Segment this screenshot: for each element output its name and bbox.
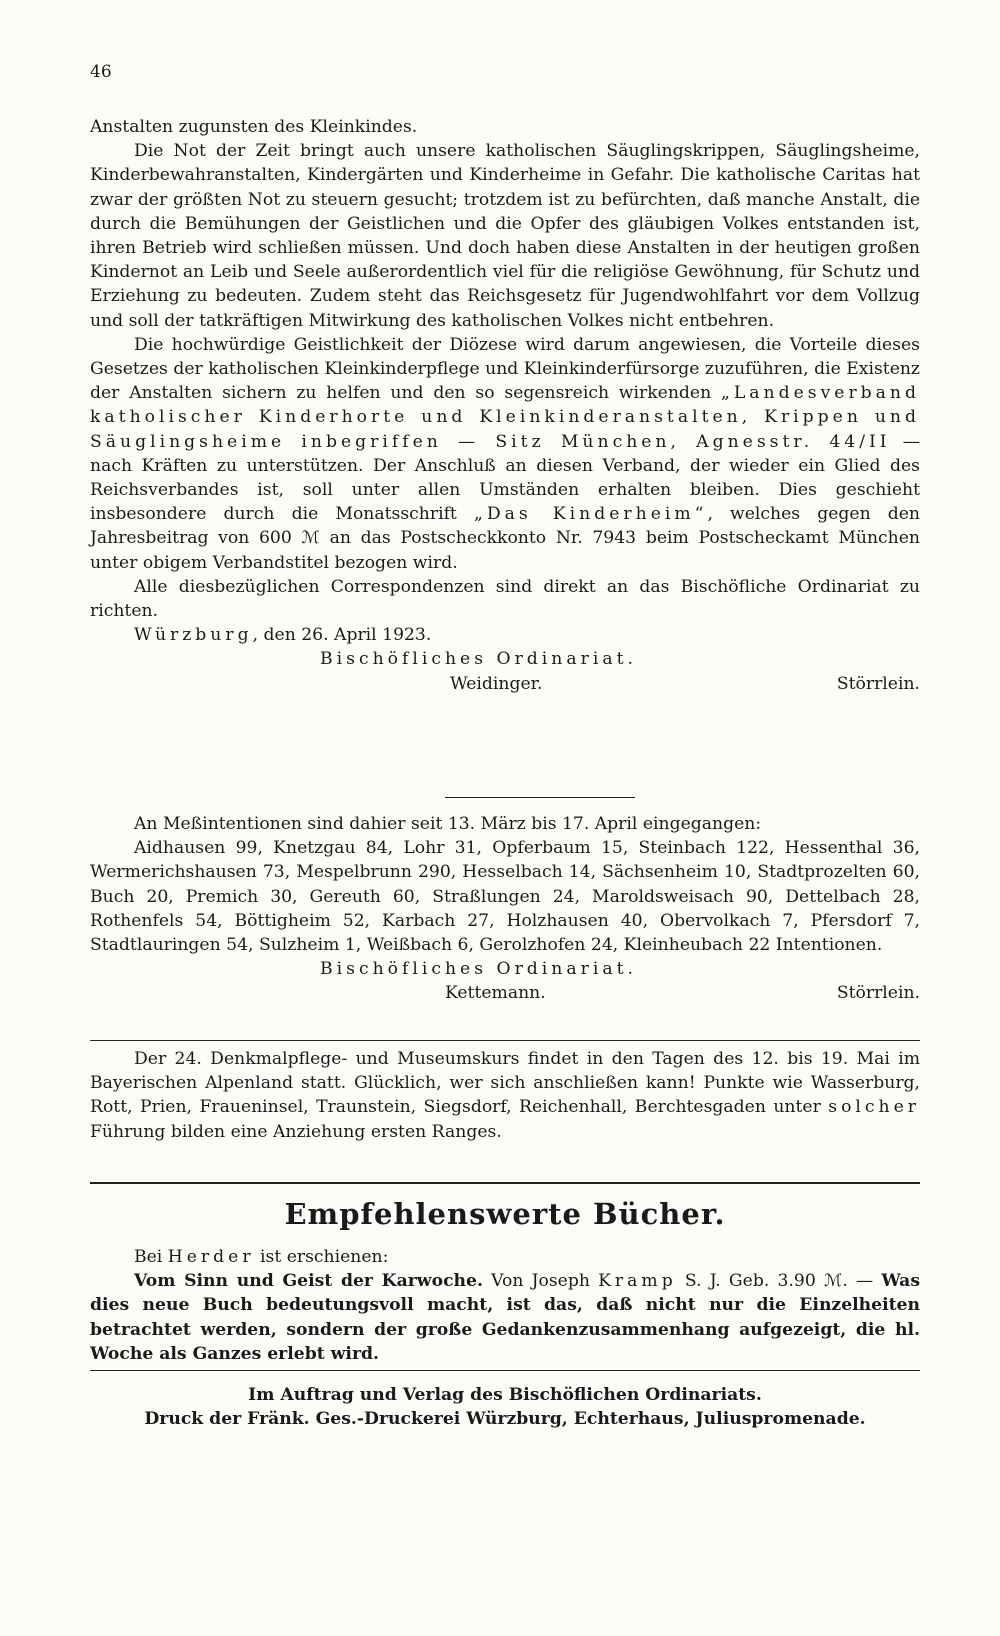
section-books: [90, 1245, 920, 1366]
office-name: Bischöfliches Ordinariat.: [320, 649, 637, 670]
divider-short: [445, 797, 635, 798]
book-author-name: Kramp: [598, 1271, 677, 1292]
paragraph-directive: [90, 333, 920, 575]
magazine-name: „Das Kinderheim“: [473, 504, 708, 525]
paragraph-correspondence: Alle diesbezüglichen Correspondenzen sind direkt an das Bischöfliche Ordinariat zu richten.: [90, 576, 920, 622]
divider-3: [90, 1370, 920, 1371]
signature-left: Weidinger.: [450, 673, 543, 694]
intentions-list: Aidhausen 99, Knetzgau 84, Lohr 31, Opferbaum 15, Steinbach 122, Hessenthal 36, Wermerichshausen 73, Mespelbrunn 290, Hesselbach 14, Sächsenheim 10, Stadtprozelten 60, Buch 20, Premich 30, Gereuth 60, Straßlungen 24, Maroldsweisach 90, Dettelbach 28, Rothenfels 54, Böttigheim 52, Karbach 27, Holzhausen 40, Obervolkach 7, Pfersdorf 7, Stadtlauringen 54, Sulzheim 1, Weißbach 6, Gerolzhofen 24, Kleinheubach 22 Intentionen.: [90, 838, 920, 956]
place-date: [90, 623, 920, 647]
books-heading: Empfehlenswerte Bücher.: [284, 1197, 726, 1231]
signature-right: Störrlein.: [836, 673, 920, 694]
course-text-b: Führung bilden eine Anziehung ersten Ranges.: [90, 1121, 502, 1142]
books-intro-a: Bei: [134, 1247, 168, 1267]
paragraph-course: [90, 1047, 920, 1144]
office-name-2: Bischöfliches Ordinariat.: [320, 959, 637, 980]
directive-text-c: , welches gegen den Jahresbeitrag von 600 ℳ an das Postscheckkonto Nr. 7943 beim Postscheckamt München unter obigem Verbandstitel bezogen wird.: [90, 504, 921, 573]
signature-right-2: Störrlein.: [836, 983, 920, 1004]
course-text-a: Der 24. Denkmalpflege- und Museumskurs findet in den Tagen des 12. bis 19. Mai im Bayerischen Alpenland statt. Glücklich, wer sich anschließen kann! Punkte wie Wasserburg, Rott, Prien, Fraueninsel, Traunstein, Siegsdorf, Reichenhall, Berchtesgaden unter: [90, 1049, 920, 1118]
place: Würzburg: [134, 625, 253, 646]
intentions-intro: An Meßintentionen sind dahier seit 13. März bis 17. April eingegangen:: [134, 814, 762, 834]
date: , den 26. April 1923.: [252, 625, 432, 646]
directive-text-b: — nach Kräften zu unterstützen. Der Anschluß an diesen Verband, der wieder ein Glied des Reichsverbandes ist, soll unter allen Umständen erhalten bleiben. Dies geschieht insbesondere durch die Monatsschrift: [90, 431, 920, 525]
signatures-2: [90, 981, 920, 1005]
section-mass-intentions: [90, 812, 920, 1006]
book-entry: [90, 1269, 920, 1366]
book-description: Was dies neue Buch bedeutungsvoll macht, ist das, daß nicht nur die Einzelheiten betrachtet werden, sondern der große Gedankenzusammenhang aufgezeigt, die hl. Woche als Ganzes erlebt wird.: [90, 1271, 920, 1364]
office-line: [90, 647, 920, 671]
imprint-line-2: Druck der Fränk. Ges.-Druckerei Würzburg, Echterhaus, Juliuspromenade.: [144, 1409, 866, 1430]
signatures: [90, 672, 920, 696]
directive-text-a: Die hochwürdige Geistlichkeit der Diözese wird darum angewiesen, die Vorteile dieses Gesetzes der katholischen Kleinkinderpflege und Kleinkinderfürsorge zuzuführen, die Existenz der Anstalten sichern zu helfen und den so segensreich wirkenden: [90, 334, 920, 404]
page-number: 46: [90, 62, 112, 82]
imprint-line-1: Im Auftrag und Verlag des Bischöflichen Ordinariats.: [248, 1385, 762, 1405]
publisher-name: Herder: [167, 1247, 255, 1267]
office-line-2: [90, 957, 920, 981]
book-author-c: S. J. Geb. 3.90 ℳ. —: [676, 1271, 882, 1292]
books-intro-b: ist erschienen:: [254, 1247, 389, 1267]
divider-1: [90, 1040, 920, 1041]
section-museum-course: [90, 1047, 920, 1144]
books-intro: [90, 1245, 920, 1269]
association-name: „Landesverband katholischer Kinderhorte und Kleinkinderanstalten, Krippen und Säuglingsheime inbegriffen — Sitz München, Agnesstr. 44/II: [90, 383, 920, 452]
section-kindergarten-decree: [90, 115, 920, 696]
paragraph-need: Die Not der Zeit bringt auch unsere katholischen Säuglingskrippen, Säuglingsheime, Kinderbewahranstalten, Kindergärten und Kinderheime in Gefahr. Die katholische Caritas hat zwar der größten Not zu steuern gesucht; trotzdem ist zu befürchten, daß manche Anstalt, die durch die Bemühungen der Geistlichen und die Opfer des gläubigen Volkes entstanden ist, ihren Betrieb wird schließen müssen. Und doch haben diese Anstalten in der heutigen großen Kindernot an Leib und Seele außerordentlich viel für die religiöse Gewöhnung, für Schutz und Erziehung zu bedeuten. Zudem steht das Reichsgesetz für Jugendwohlfahrt vor dem Vollzug und soll der tatkräftigen Mitwirkung des katholischen Volkes nicht entbehren.: [90, 141, 920, 331]
book-author-a: Von Joseph: [482, 1271, 599, 1292]
paragraph-continued: Anstalten zugunsten des Kleinkindes.: [90, 117, 418, 137]
divider-2: [90, 1182, 920, 1184]
course-spaced: solcher: [828, 1097, 920, 1118]
book-title: Vom Sinn und Geist der Karwoche.: [134, 1271, 483, 1292]
imprint: [90, 1383, 920, 1431]
signature-left-2: Kettemann.: [445, 983, 546, 1004]
